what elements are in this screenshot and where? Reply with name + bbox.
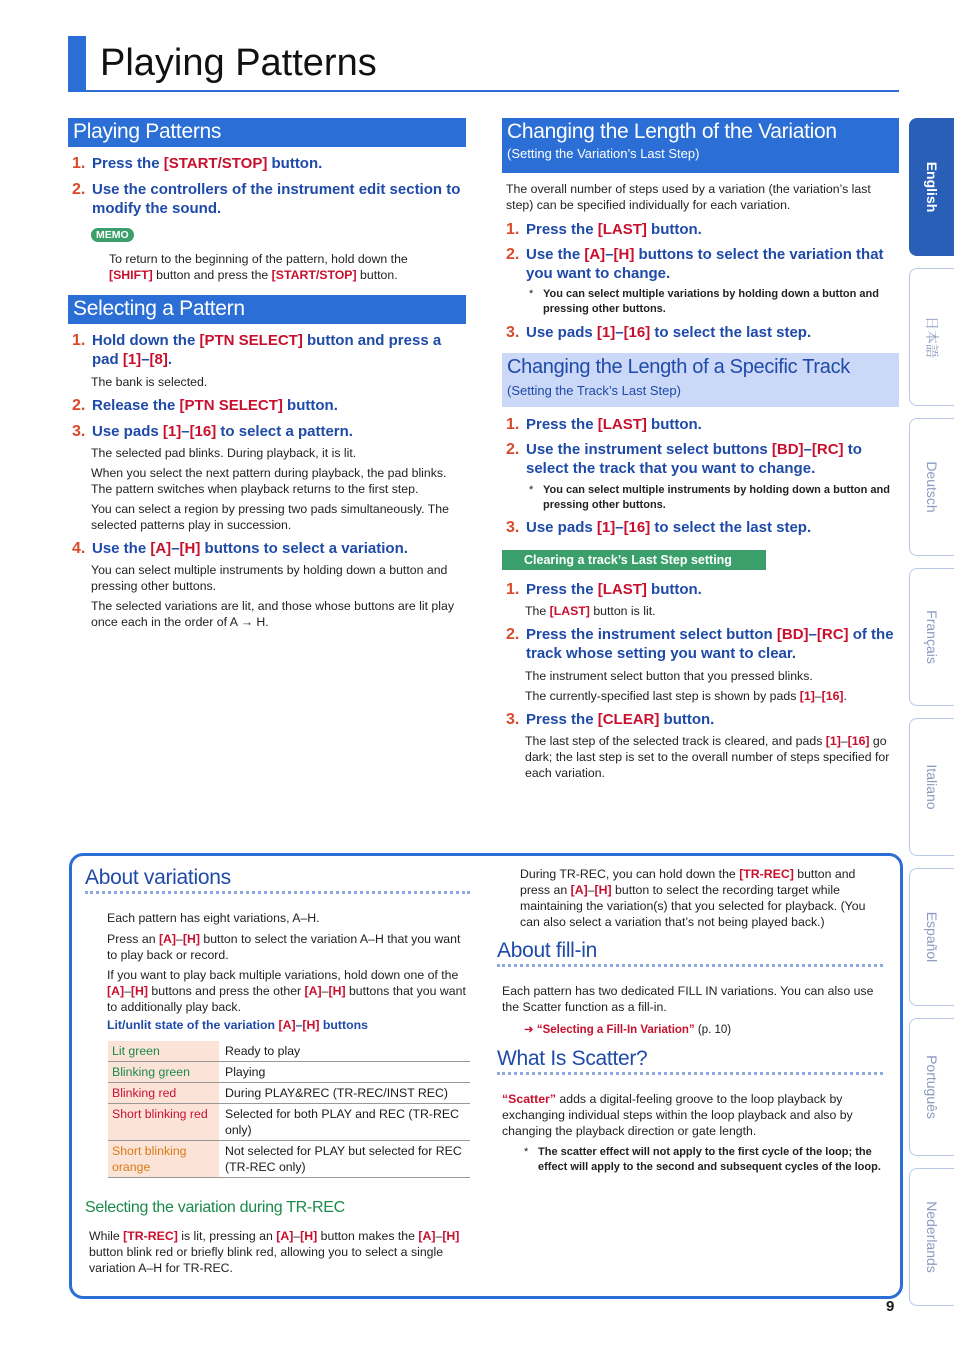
page-number: 9 [886, 1298, 895, 1315]
scatter-note: * The scatter effect will not apply to the first cycle of the loop; the effect will apply to the second and subsequent cycles of the loop. [524, 1146, 881, 1173]
variation-state: Blinking green [108, 1062, 219, 1083]
variation-meaning: Not selected for PLAY but selected for REC (TR-REC only) [219, 1141, 470, 1178]
fillin-link-row: ➜ “Selecting a Fill-In Variation” (p. 10) [524, 1024, 732, 1036]
selecting-step-1: 1. Hold down the [PTN SELECT] button and press a pad [1]–[8]. [72, 332, 442, 368]
tab-language[interactable] [909, 118, 954, 256]
tab-language-label: Italiano [924, 764, 940, 810]
length-step-1: 1. Press the [LAST] button. [506, 221, 702, 238]
variation-state: Short blinking red [108, 1104, 219, 1141]
about-fillin-body: Each pattern has two dedicated FILL IN variations. You can also use the Scatter function as a fill-in. [502, 984, 874, 1014]
length-step-3: 3. Use pads [1]–[16] to select the last step. [506, 324, 812, 341]
tab-language[interactable] [909, 868, 954, 1006]
tab-language-label: Français [924, 610, 940, 664]
length-step-2-note: * You can select multiple variations by holding down a button and pressing other buttons. [529, 288, 879, 315]
track-step-3: 3. Use pads [1]–[16] to select the last step. [506, 519, 812, 536]
about-fillin-heading: About fill-in [497, 939, 597, 962]
memo-badge: MEMO [91, 225, 134, 243]
playing-step-1: 1. Press the [START/STOP] button. [72, 155, 323, 172]
selecting-step-3: 3. Use pads [1]–[16] to select a pattern. [72, 423, 353, 440]
tab-language[interactable] [909, 1018, 954, 1156]
tab-language-label: 日本語 [924, 316, 940, 358]
during-trrec-body: During TR-REC, you can hold down the [TR-REC] button and press an [A]–[H] button to select the recording target while maintaining the variation(s) that you selected for playback. (You can also select a variation that’s not being played back.) [520, 867, 866, 929]
about-fillin-divider [497, 964, 883, 967]
playing-step-2: 2. Use the controllers of the instrument edit section to modify the sound. [72, 181, 461, 217]
tab-language-label: Deutsch [924, 461, 940, 513]
selecting-step-1-body: The bank is selected. [91, 375, 208, 389]
about-variations-heading: About variations [85, 866, 231, 889]
selecting-step-2: 2. Release the [PTN SELECT] button. [72, 397, 338, 414]
table-row [108, 1062, 470, 1083]
variation-state: Lit green [108, 1041, 219, 1062]
arrow-right-icon: ➜ [524, 1024, 534, 1036]
section-heading-length: Changing the Length of the Variation (Setting the Variation’s Last Step) [502, 118, 899, 173]
clear-step-1-body: The [LAST] button is lit. [525, 604, 656, 618]
about-variations-divider [85, 891, 470, 894]
selecting-step-4-body: You can select multiple instruments by holding down a button and pressing other buttons. The selected variations are lit, and those whose buttons are lit play once each in the order of A → H. [91, 563, 454, 629]
variation-state: Short blinking orange [108, 1141, 219, 1178]
variation-meaning: Ready to play [219, 1041, 470, 1062]
tab-language[interactable] [909, 568, 954, 706]
track-step-2-note: * You can select multiple instruments by holding down a button and pressing other buttons. [529, 484, 890, 511]
clear-step-2: 2. Press the instrument select button [BD]–[RC] of the track whose setting you want to clear. [506, 626, 894, 662]
trrec-heading: Selecting the variation during TR-REC [85, 1199, 345, 1216]
tab-language-label: Português [924, 1055, 940, 1119]
section-heading-selecting: Selecting a Pattern [68, 295, 466, 324]
section-heading-playing: Playing Patterns [68, 118, 466, 147]
variation-meaning: Selected for both PLAY and REC (TR-REC only) [219, 1104, 470, 1141]
clear-step-2-body: The instrument select button that you pressed blinks. The currently-specified last step is shown by pads [1]–[16]. [525, 669, 847, 703]
clear-heading: Clearing a track’s Last Step setting [502, 550, 766, 570]
memo-text: To return to the beginning of the pattern, hold down the [SHIFT] button and press the [START/STOP] button. [109, 252, 408, 282]
about-variations-body: Each pattern has eight variations, A–H. Press an [A]–[H] button to select the variation A–H that you want to play back or record. If you want to play back multiple variations, hold down one of the [A]–[H] buttons and press the other [A]–[H] buttons that you want to additionally play back. [107, 911, 466, 1014]
title-accent-bar [68, 36, 86, 91]
page-title: Playing Patterns [100, 42, 377, 84]
length-step-2: 2. Use the [A]–[H] buttons to select the variation that you want to change. [506, 246, 884, 282]
selecting-step-4: 4. Use the [A]–[H] buttons to select a variation. [72, 540, 408, 557]
tab-language-label: English [924, 161, 940, 213]
fillin-link[interactable]: “Selecting a Fill-In Variation” [536, 1024, 695, 1036]
scatter-heading: What Is Scatter? [497, 1047, 648, 1070]
tab-language[interactable] [909, 718, 954, 856]
track-step-1: 1. Press the [LAST] button. [506, 416, 702, 433]
tab-language-label: Español [924, 911, 940, 963]
scatter-body: “Scatter” adds a digital-feeling groove to the loop playback by exchanging individual steps within the loop playback and also by changing the playback direction or gate length. [502, 1092, 853, 1138]
trrec-body: While [TR-REC] is lit, pressing an [A]–[H] button makes the [A]–[H] button blink red or briefly blink red, allowing you to select a single variation A–H for TR-REC. [89, 1229, 460, 1275]
tab-language[interactable] [909, 418, 954, 556]
clear-step-3: 3. Press the [CLEAR] button. [506, 711, 715, 728]
tab-language[interactable] [909, 268, 954, 406]
title-underline [68, 90, 899, 92]
section-heading-track: Changing the Length of a Specific Track (Setting the Track’s Last Step) [502, 353, 899, 407]
table-row [108, 1041, 470, 1062]
selecting-step-3-body: The selected pad blinks. During playback, it is lit. When you select the next pattern during playback, the pad blinks. The pattern switches when playback returns to the first step. You can select a region by pressing two pads simultaneously. The selected patterns play in succession. [91, 446, 449, 532]
table-row [108, 1141, 470, 1178]
track-step-2: 2. Use the instrument select buttons [BD]–[RC] to select the track that you want to change. [506, 441, 862, 477]
length-intro: The overall number of steps used by a variation (the variation’s last step) can be specified individually for each variation. [506, 182, 871, 212]
table-row [108, 1083, 470, 1104]
variation-state: Blinking red [108, 1083, 219, 1104]
variation-table-title: Lit/unlit state of the variation [A]–[H] buttons [107, 1018, 368, 1032]
variation-meaning: Playing [219, 1062, 470, 1083]
tab-language-label: Nederlands [924, 1201, 940, 1273]
table-row [108, 1104, 470, 1141]
variation-meaning: During PLAY&REC (TR-REC/INST REC) [219, 1083, 470, 1104]
clear-step-1: 1. Press the [LAST] button. [506, 581, 702, 598]
tab-language[interactable] [909, 1168, 954, 1306]
clear-step-3-body: The last step of the selected track is cleared, and pads [1]–[16] go dark; the last step is set to the overall number of steps specified for each variation. [525, 734, 890, 780]
scatter-divider [497, 1072, 883, 1075]
variation-state-table [108, 1041, 470, 1178]
